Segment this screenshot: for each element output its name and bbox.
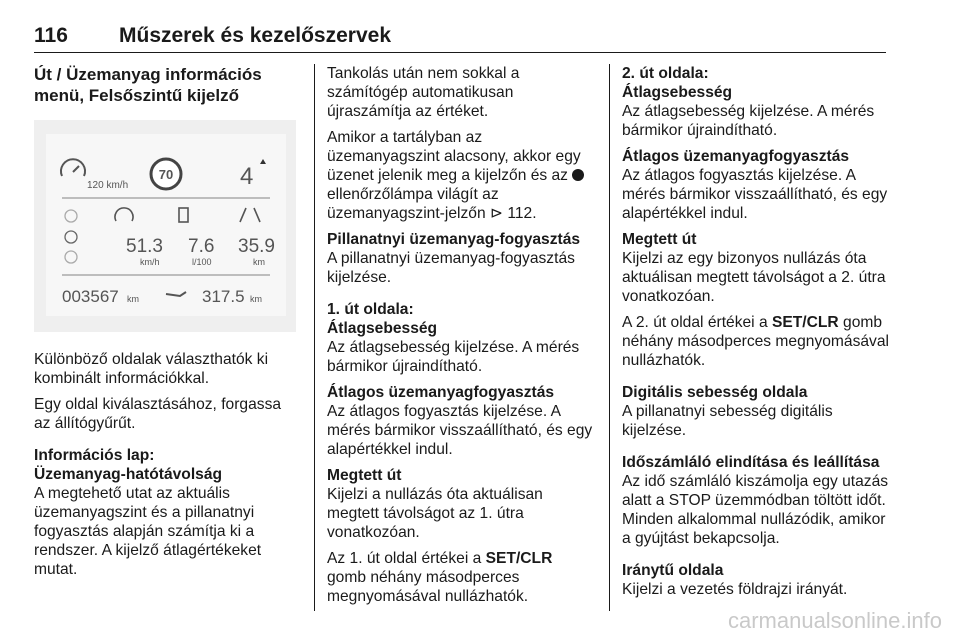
trip-value: 317.5 (202, 287, 245, 306)
paragraph: Az 1. út oldal értékei a SET/CLR gomb néhány másodperces megnyomásával nullázhatók. (327, 550, 553, 605)
subheading: Digitális sebesség oldala (622, 384, 808, 401)
watermark: carmanualsonline.info (727, 608, 942, 633)
subheading: Átlagsebesség (622, 84, 733, 101)
instrument-cluster-illustration (34, 120, 296, 332)
paragraph: Kijelzi a vezetés földrajzi irányát. (622, 581, 848, 598)
paragraph: Kijelzi a nullázás óta aktuálisan megtett távolságot az 1. útra vonatkozóan. (327, 486, 543, 541)
paragraph: Különböző oldalak választhatók ki kombinált információkkal. (34, 351, 269, 387)
subheading: Átlagsebesség (327, 320, 438, 337)
cluster-unit-3: km (253, 257, 265, 267)
speed-sign-value: 70 (158, 167, 174, 182)
subheading: Időszámláló elindítása és leállítása (622, 454, 880, 471)
odometer-unit: km (127, 294, 139, 304)
column-3 (622, 64, 890, 606)
speed-limit-text: 120 km/h (87, 180, 129, 191)
subheading: Megtett út (327, 467, 402, 484)
page-header (34, 22, 886, 53)
page-title: Műszerek és kezelőszervek (119, 24, 392, 47)
paragraph: Tankolás után nem sokkal a számítógép automatikusan újraszámítja az értéket. (327, 65, 520, 120)
paragraph: Egy oldal kiválasztásához, forgassa az állítógyűrűt. (34, 396, 282, 432)
subheading: 1. út oldala: (327, 301, 414, 318)
cluster-value-2: 7.6 (188, 236, 215, 257)
paragraph: A pillanatnyi sebesség digitális kijelzése. (622, 403, 833, 439)
subheading: Megtett út (622, 231, 697, 248)
page-number: 116 (34, 24, 68, 47)
warning-lamp-icon (572, 169, 584, 181)
paragraph: Az idő számláló kiszámolja egy utazás alatt a STOP üzemmódban töltött időt. Minden alkalommal nullázódik, amikor a gyújtást bekapcsolja. (622, 473, 889, 547)
subheading: Átlagos üzemanyagfogyasztás (327, 384, 555, 401)
cluster-unit-2: l/100 (192, 257, 212, 267)
trip-unit: km (250, 294, 262, 304)
column-divider-1 (314, 64, 315, 611)
subheading: Pillanatnyi üzemanyag-fogyasztás (327, 231, 581, 248)
paragraph: Kijelzi az egy bizonyos nullázás óta aktuálisan megtett távolságot a 2. útra vonatkozóan. (622, 250, 886, 305)
subheading: Üzemanyag-hatótávolság (34, 466, 223, 483)
paragraph: Amikor a tartályban az üzemanyagszint alacsony, akkor egy üzenet jelenik meg a kijelzőn és az ellenőrzőlámpa világít az üzemanyagszint-jelzőn ⊳ 112. (327, 128, 595, 223)
paragraph: A 2. út oldal értékei a SET/CLR gomb néhány másodperces megnyomásával nullázhatók. (622, 314, 889, 369)
paragraph: A pillanatnyi üzemanyag-fogyasztás kijelzése. (327, 250, 575, 286)
odometer-value: 003567 (62, 287, 119, 306)
subheading: Információs lap: (34, 447, 155, 464)
column-2 (327, 64, 595, 613)
section-heading: Út / Üzemanyag információs menü, Felsőszintű kijelző (34, 65, 262, 105)
column-divider-2 (609, 64, 610, 611)
paragraph: Az átlagos fogyasztás kijelzése. A mérés bármikor visszaállítható, és egy alapértékkel indul. (327, 403, 593, 458)
paragraph: A megtehető utat az aktuális üzemanyagszint és a pillanatnyi fogyasztás alapján számítja ki a rendszer. A kijelző átlagértékeket mutat. (34, 485, 262, 578)
subheading: Átlagos üzemanyagfogyasztás (622, 148, 850, 165)
paragraph: Az átlagsebesség kijelzése. A mérés bármikor újraindítható. (327, 339, 580, 375)
cluster-unit-1: km/h (140, 257, 160, 267)
paragraph: Az átlagsebesség kijelzése. A mérés bármikor újraindítható. (622, 103, 875, 139)
subheading: 2. út oldala: (622, 65, 709, 82)
gear-indicator: 4 (240, 163, 254, 190)
column-1 (34, 64, 296, 586)
subheading: Iránytű oldala (622, 562, 724, 579)
cluster-value-1: 51.3 (126, 236, 163, 257)
set-clr-key: SET/CLR (485, 550, 553, 567)
set-clr-key: SET/CLR (771, 314, 839, 331)
cluster-value-3: 35.9 (238, 236, 275, 257)
paragraph: Az átlagos fogyasztás kijelzése. A mérés bármikor visszaállítható, és egy alapértékkel indul. (622, 167, 888, 222)
